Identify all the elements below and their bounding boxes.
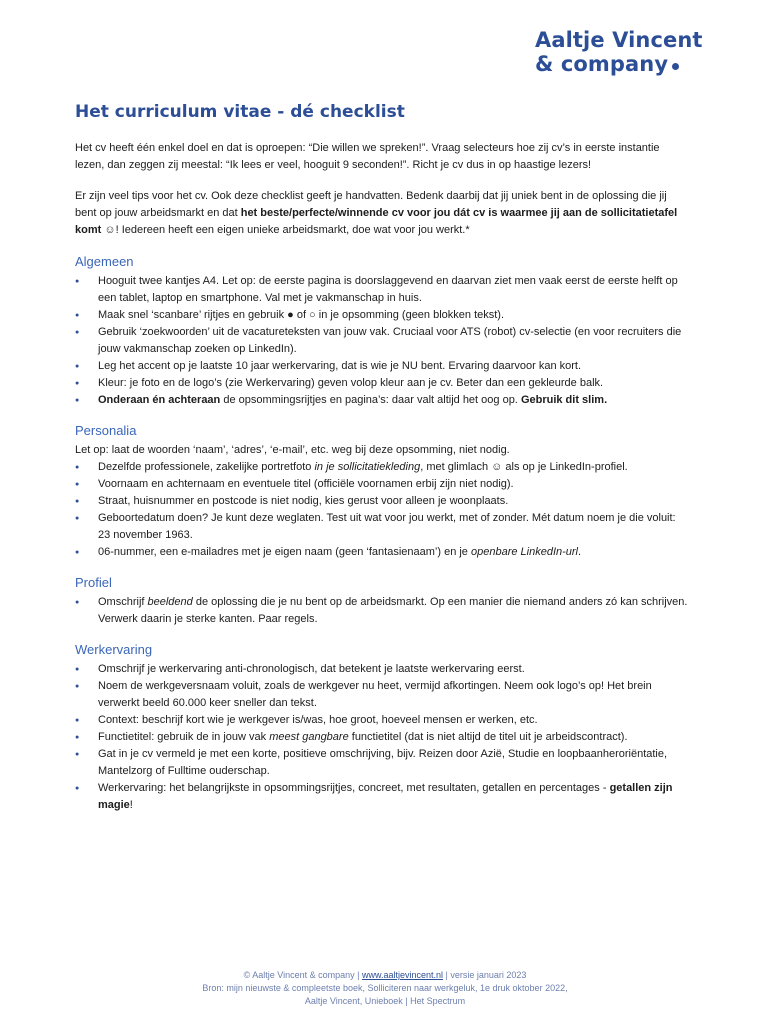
profiel-list	[75, 594, 690, 628]
brand-logo	[535, 28, 703, 76]
document-body	[75, 100, 690, 827]
list-item: ● Straat, huisnummer en postcode is niet nodig, kies gerust voor alleen je woonplaats.	[75, 493, 690, 510]
list-item: ● Werkervaring: het belangrijkste in opsommingsrijtjes, concreet, met resultaten, getallen en percentages - getallen zijn magie!	[75, 780, 690, 814]
list-item: ● Context: beschrijf kort wie je werkgever is/was, hoe groot, hoeveel mensen er werken, etc.	[75, 712, 690, 729]
intro-paragraph-2: Er zijn veel tips voor het cv. Ook deze checklist geeft je handvatten. Bedenk daarbij dat jij uniek bent in de oplossing die jij bent op jouw arbeidsmarkt en dat het beste/perfecte/winnende cv voor jou dát cv is waarmee jij aan de sollicitatietafel komt ☺! Iedereen heeft een eigen unieke arbeidsmarkt, doe wat voor jou werkt.*	[75, 190, 678, 236]
logo-dot-icon	[672, 63, 679, 70]
personalia-note: Let op: laat de woorden ‘naam’, ‘adres’, ‘e-mail’, etc. weg bij deze opsomming, niet nodig.	[75, 444, 510, 456]
list-item: ● Omschrijf beeldend de oplossing die je nu bent op de arbeidsmarkt. Op een manier die niemand anders zó kan schrijven. Verwerk daarin je sterke kanten. Paar regels.	[75, 594, 690, 628]
section-werkervaring	[75, 641, 690, 814]
footer-line-1: © Aaltje Vincent & company | www.aaltjevincent.nl | versie januari 2023	[243, 970, 527, 980]
list-item: ● Geboortedatum doen? Je kunt deze weglaten. Test uit wat voor jou werkt, met of zonder. Mét datum noem je die voluit: 23 november 1963.	[75, 510, 690, 544]
list-item: ● 06-nummer, een e-mailadres met je eigen naam (geen ‘fantasienaam’) en je openbare LinkedIn-url.	[75, 544, 690, 561]
list-item: ● Omschrijf je werkervaring anti-chronologisch, dat betekent je laatste werkervaring eerst.	[75, 661, 690, 678]
list-item: ● Voornaam en achternaam en eventuele titel (officiële voornamen erbij zijn niet nodig).	[75, 476, 690, 493]
footer-line-3: Aaltje Vincent, Unieboek | Het Spectrum	[304, 996, 466, 1006]
werkervaring-list	[75, 661, 690, 814]
list-item: ● Functietitel: gebruik de in jouw vak meest gangbare functietitel (dat is niet altijd de titel uit je arbeidscontract).	[75, 729, 690, 746]
list-item: ● Gebruik ‘zoekwoorden’ uit de vacatureteksten van jouw vak. Cruciaal voor ATS (robot) cv-selectie (en voor recruiters die jouw vakmanschap zoeken op LinkedIn).	[75, 324, 690, 358]
list-item: ● Hooguit twee kantjes A4. Let op: de eerste pagina is doorslaggevend en daarvan ziet men vaak eerst de eerste helft op een tablet, laptop en smartphone. Val met je vakmanschap in huis.	[75, 273, 690, 307]
logo-line-1: Aaltje Vincent	[535, 28, 703, 52]
list-item: ● Maak snel ‘scanbare’ rijtjes en gebruik ● of ○ in je opsomming (geen blokken tekst).	[75, 307, 690, 324]
section-title-profiel: Profiel	[75, 575, 112, 590]
list-item: ● Noem de werkgeversnaam voluit, zoals de werkgever nu heet, vermijd afkortingen. Neem ook logo’s op! Het brein verwerkt beeld 60.000 keer sneller dan tekst.	[75, 678, 690, 712]
intro-paragraph-1: Het cv heeft één enkel doel en dat is oproepen: “Die willen we spreken!”. Vraag selecteurs hoe zij cv’s in eerste instantie lezen, dan zeggen zij meestal: “Ik lees er veel, hooguit 9 seconden!”. Richt je cv dus in op haastige lezers!	[75, 142, 660, 171]
logo-line-2: & company	[535, 52, 703, 76]
section-profiel	[75, 574, 690, 628]
list-item: ● Leg het accent op je laatste 10 jaar werkervaring, dat is wie je NU bent. Ervaring daarvoor kan kort.	[75, 358, 690, 375]
list-item: ● Onderaan én achteraan de opsommingsrijtjes en pagina’s: daar valt altijd het oog op. Gebruik dit slim.	[75, 392, 690, 409]
section-title-algemeen: Algemeen	[75, 254, 134, 269]
algemeen-list	[75, 273, 690, 409]
section-algemeen	[75, 253, 690, 409]
section-title-werkervaring: Werkervaring	[75, 642, 153, 657]
list-item: ● Gat in je cv vermeld je met een korte, positieve omschrijving, bijv. Reizen door Azië, Studie en loopbaanheroriëntatie, Mantelzorg of Fulltime ouderschap.	[75, 746, 690, 780]
page-footer	[0, 969, 770, 1008]
page-title: Het curriculum vitae - dé checklist	[75, 102, 405, 122]
personalia-list	[75, 459, 690, 561]
list-item: ● Kleur: je foto en de logo’s (zie Werkervaring) geven volop kleur aan je cv. Beter dan een gekleurde balk.	[75, 375, 690, 392]
section-title-personalia: Personalia	[75, 423, 137, 438]
website-link[interactable]: www.aaltjevincent.nl	[361, 970, 444, 980]
section-personalia	[75, 422, 690, 561]
footer-line-2: Bron: mijn nieuwste & compleetste boek, Solliciteren naar werkgeluk, 1e druk oktober 2022,	[202, 983, 568, 993]
list-item: ● Dezelfde professionele, zakelijke portretfoto in je sollicitatiekleding, met glimlach ☺ als op je LinkedIn-profiel.	[75, 459, 690, 476]
